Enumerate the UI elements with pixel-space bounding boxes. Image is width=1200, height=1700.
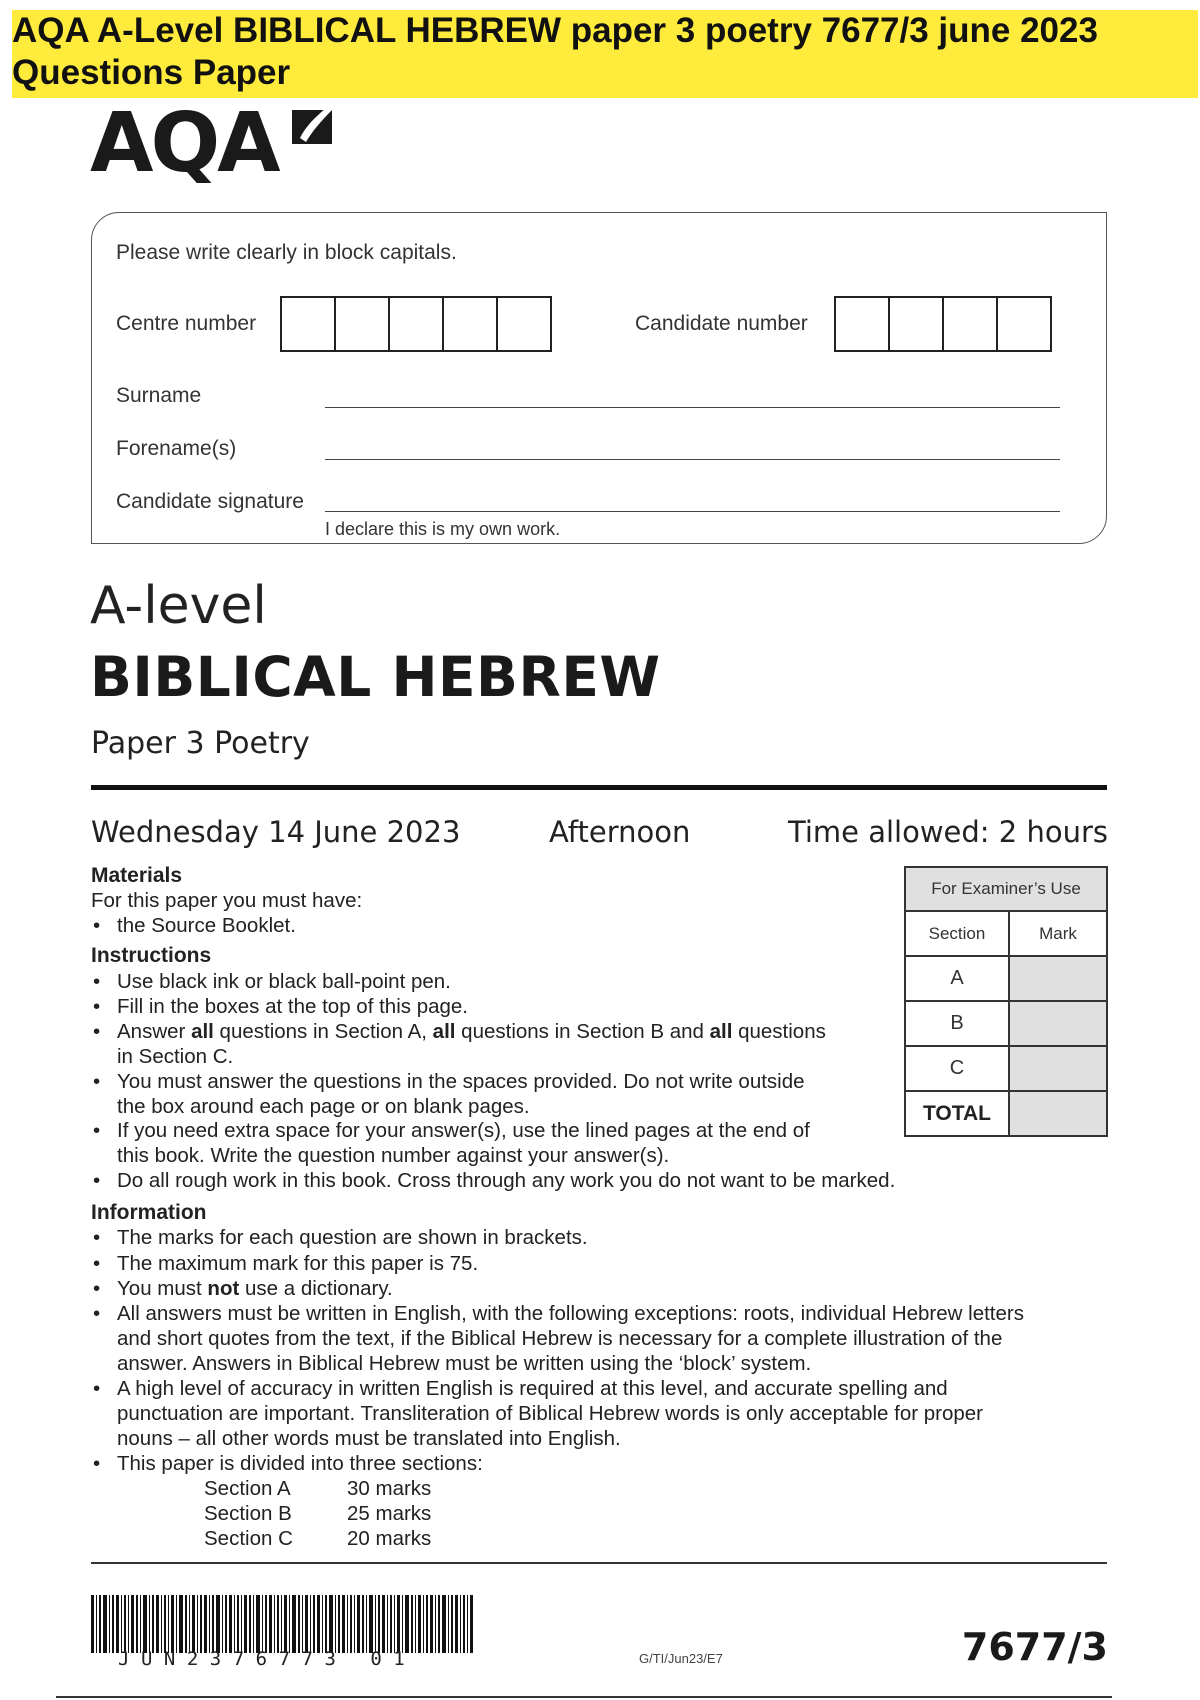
paper-code: 7677/3 [961,1625,1108,1669]
information-item: • The maximum mark for this paper is 75. [117,1251,478,1276]
materials-item: • the Source Booklet. [117,913,296,938]
section-row-label: B [905,1001,1009,1046]
mark-cell[interactable] [1009,1001,1107,1046]
materials-intro: For this paper you must have: [91,889,363,912]
section-name: Section B [204,1502,292,1525]
subject-title: BIBLICAL HEBREW [90,645,661,709]
footer-divider [91,1562,1107,1564]
banner-title: AQA A-Level BIBLICAL HEBREW paper 3 poetry 7677/3 june 2023 Questions Paper [12,11,1098,92]
candidate-digit-box[interactable] [834,296,890,352]
centre-digit-box[interactable] [334,296,390,352]
logo-text: AQA [90,96,278,191]
instruction-item: • You must answer the questions in the spaces provided. Do not write outside the box around each page or on blank pages. [117,1069,805,1119]
centre-number-boxes[interactable] [282,296,552,352]
information-item: • The marks for each question are shown in brackets. [117,1225,588,1250]
aqa-logo-icon [286,100,342,156]
instruction-item: • Answer all questions in Section A, all questions in Section B and all questions in Section C. [117,1019,826,1069]
centre-digit-box[interactable] [388,296,444,352]
instruction-item: • Use black ink or black ball-point pen. [117,969,451,994]
candidate-number-label: Candidate number [635,312,808,335]
page-bottom-rule [56,1696,1112,1698]
candidate-digit-box[interactable] [888,296,944,352]
signature-field[interactable] [325,511,1060,512]
total-mark-cell[interactable] [1009,1091,1107,1136]
heading-divider [91,785,1107,790]
surname-field[interactable] [325,407,1060,408]
centre-digit-box[interactable] [496,296,552,352]
section-column-header: Section [905,911,1009,956]
section-marks: 20 marks [347,1527,432,1550]
information-heading: Information [91,1201,207,1224]
centre-number-label: Centre number [116,312,257,335]
exam-date: Wednesday 14 June 2023 [91,815,461,849]
materials-heading: Materials [91,864,183,887]
candidate-digit-box[interactable] [996,296,1052,352]
instruction-item: • Fill in the boxes at the top of this page. [117,994,468,1019]
section-marks: 30 marks [347,1477,432,1500]
block-capitals-note: Please write clearly in block capitals. [116,241,457,264]
mark-column-header: Mark [1009,911,1107,956]
mark-cell[interactable] [1009,1046,1107,1091]
mark-cell[interactable] [1009,956,1107,1001]
section-name: Section C [204,1527,293,1550]
paper-title: Paper 3 Poetry [91,726,310,761]
examiners-use-table [904,866,1108,1137]
qualification-level: A-level [90,576,267,636]
information-item: • This paper is divided into three sections: [117,1451,483,1476]
centre-digit-box[interactable] [280,296,336,352]
information-item: • You must not use a dictionary. [117,1276,393,1301]
examiner-title: For Examiner’s Use [905,867,1107,911]
exam-session: Afternoon [549,815,691,849]
declaration-text: I declare this is my own work. [325,519,561,539]
centre-digit-box[interactable] [442,296,498,352]
forename-label: Forename(s) [116,437,237,460]
section-marks: 25 marks [347,1502,432,1525]
information-item: • A high level of accuracy in written English is required at this level, and accurate spelling and punctuation are important. Transliteration of Biblical Hebrew words is only acceptable for proper nouns – all other words must be translated into English. [117,1376,983,1451]
signature-label: Candidate signature [116,490,304,513]
section-row-label: C [905,1046,1009,1091]
instruction-item: • Do all rough work in this book. Cross through any work you do not want to be marked. [117,1168,895,1193]
candidate-digit-box[interactable] [942,296,998,352]
information-item: • All answers must be written in English, with the following exceptions: roots, individual Hebrew letters and short quotes from the text, if the Biblical Hebrew is necessary for a complete illustration of the answer. Answers in Biblical Hebrew must be written using the ‘block’ system. [117,1301,1024,1376]
document-code: G/TI/Jun23/E7 [639,1651,723,1666]
section-name: Section A [204,1477,291,1500]
aqa-logo [90,96,360,191]
surname-label: Surname [116,384,202,407]
barcode-digits: JUN2376773 01 [118,1648,417,1670]
section-row-label: A [905,956,1009,1001]
forename-field[interactable] [325,459,1060,460]
total-row-label: TOTAL [905,1091,1009,1136]
candidate-number-boxes[interactable] [836,296,1052,352]
instructions-heading: Instructions [91,944,212,967]
instruction-item: • If you need extra space for your answer(s), use the lined pages at the end of this book. Write the question number against your answer(s). [117,1118,810,1168]
time-allowed: Time allowed: 2 hours [788,815,1108,849]
barcode [91,1595,475,1653]
